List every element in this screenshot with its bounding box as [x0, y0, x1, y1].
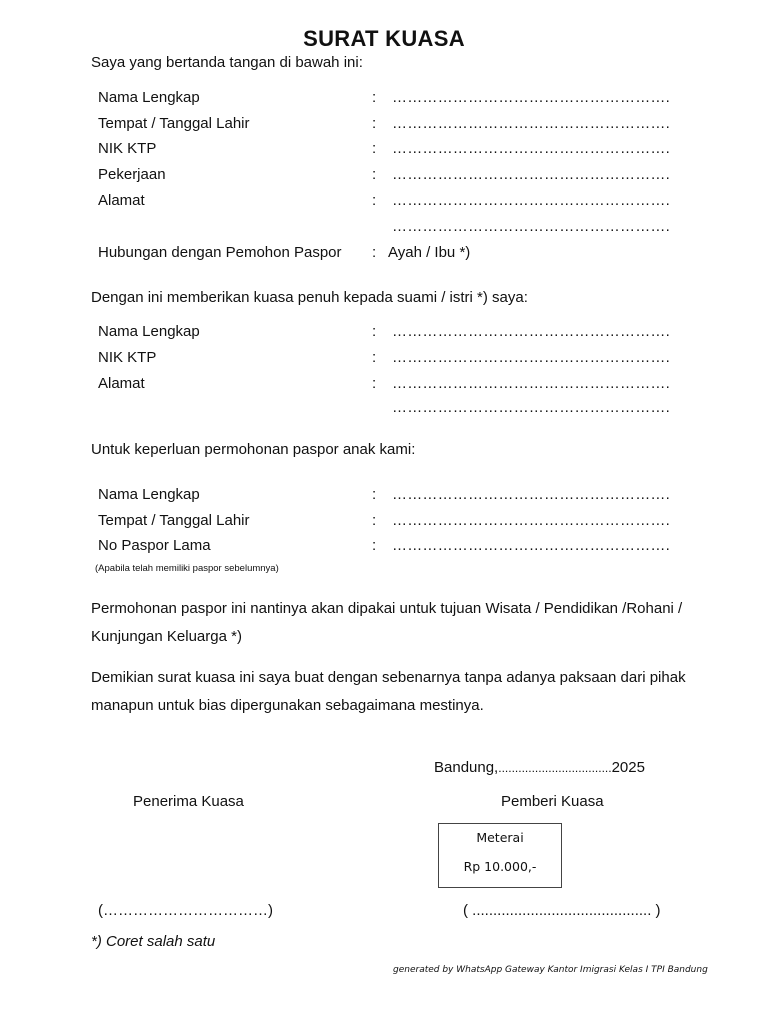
place-label: Bandung,	[434, 759, 499, 776]
s2-dots-nik: ……………………………………………….	[392, 349, 670, 366]
s3-colon: :	[372, 486, 377, 503]
s3-dots-paspor: ……………………………………………….	[392, 537, 670, 554]
meterai-box	[438, 823, 562, 888]
s2-colon: :	[372, 349, 377, 366]
s2-label-nama: Nama Lengkap	[98, 323, 200, 340]
s3-colon: :	[372, 537, 377, 554]
generator-credit: generated by WhatsApp Gateway Kantor Imigrasi Kelas I TPI Bandung	[393, 965, 708, 975]
s2-colon: :	[372, 375, 377, 392]
intro-text: Saya yang bertanda tangan di bawah ini:	[91, 54, 363, 71]
s1-dots-nik: ……………………………………………….	[392, 140, 670, 157]
receiver-signature-blank: (……………………………)	[98, 902, 273, 919]
giver-label: Pemberi Kuasa	[501, 793, 604, 810]
year: 2025	[611, 759, 645, 776]
s3-colon: :	[372, 512, 377, 529]
s1-colon: :	[372, 244, 377, 261]
s1-colon: :	[372, 89, 377, 106]
s1-colon: :	[372, 115, 377, 132]
footnote: *) Coret salah satu	[91, 933, 216, 950]
place-date	[434, 759, 645, 776]
purpose-text: Permohonan paspor ini nantinya akan dipakai untuk tujuan Wisata / Pendidikan /Rohani / Kunjungan Keluarga *)	[91, 600, 683, 645]
s3-label-nama: Nama Lengkap	[98, 486, 200, 503]
s2-colon: :	[372, 323, 377, 340]
s1-colon: :	[372, 192, 377, 209]
s1-dots-nama: ……………………………………………….	[392, 89, 670, 106]
s2-dots-nama: ……………………………………………….	[392, 323, 670, 340]
meterai-value: Rp 10.000,-	[463, 859, 537, 874]
s3-dots-ttl: ……………………………………………….	[392, 512, 670, 529]
section3-intro: Untuk keperluan permohonan paspor anak kami:	[91, 441, 416, 458]
s1-dots-alamat-2: ……………………………………………….	[392, 218, 670, 235]
s1-label-alamat: Alamat	[98, 192, 145, 209]
s1-colon: :	[372, 140, 377, 157]
s1-colon: :	[372, 166, 377, 183]
s1-value-hubungan: Ayah / Ibu *)	[388, 244, 471, 261]
giver-signature-blank: ( ........................................... )	[463, 902, 661, 919]
s1-label-hubungan: Hubungan dengan Pemohon Paspor	[98, 244, 342, 261]
s3-label-ttl: Tempat / Tanggal Lahir	[98, 512, 250, 529]
s1-label-pekerjaan: Pekerjaan	[98, 166, 166, 183]
s1-dots-pekerjaan: ……………………………………………….	[392, 166, 670, 183]
s2-dots-alamat-2: ……………………………………………….	[392, 399, 670, 416]
s2-label-nik: NIK KTP	[98, 349, 157, 366]
s1-dots-alamat: ……………………………………………….	[392, 192, 670, 209]
s1-label-nik: NIK KTP	[98, 140, 157, 157]
s2-dots-alamat: ……………………………………………….	[392, 375, 670, 392]
receiver-label: Penerima Kuasa	[133, 793, 244, 810]
meterai-label: Meterai	[476, 830, 524, 845]
s1-label-nama: Nama Lengkap	[98, 89, 200, 106]
s3-dots-nama: ……………………………………………….	[392, 486, 670, 503]
section2-intro: Dengan ini memberikan kuasa penuh kepada suami / istri *) saya:	[91, 289, 528, 306]
s2-label-alamat: Alamat	[98, 375, 145, 392]
page-title: SURAT KUASA	[303, 26, 465, 51]
s3-label-paspor: No Paspor Lama	[98, 537, 211, 554]
s3-note: (Apabila telah memiliki paspor sebelumnya)	[95, 563, 279, 574]
date-dots: ..................................	[498, 761, 612, 775]
closing-text: Demikian surat kuasa ini saya buat dengan sebenarnya tanpa adanya paksaan dari pihak manapun untuk bias dipergunakan sebagaimana mestinya.	[91, 669, 686, 714]
s1-label-ttl: Tempat / Tanggal Lahir	[98, 115, 250, 132]
s1-dots-ttl: ……………………………………………….	[392, 115, 670, 132]
